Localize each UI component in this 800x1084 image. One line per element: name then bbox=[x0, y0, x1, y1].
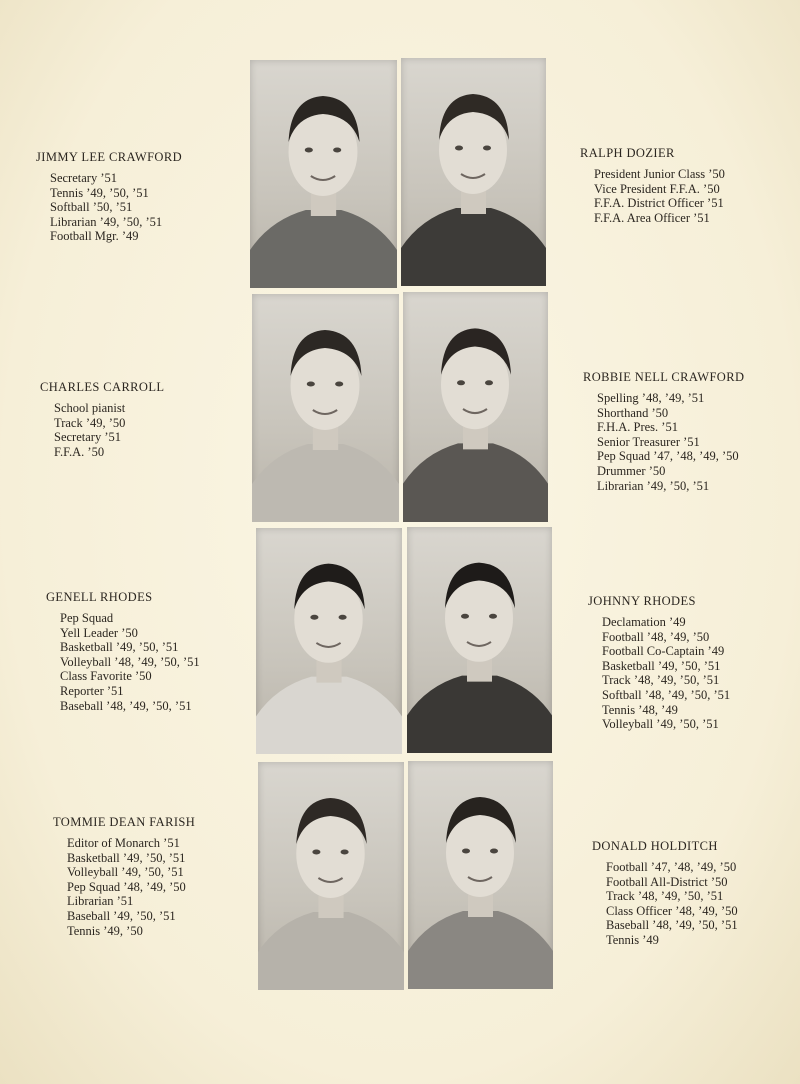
activity-list bbox=[40, 401, 164, 459]
activity-item: Tennis ’48, ’49 bbox=[602, 702, 678, 717]
activity-item: Pep Squad ’48, ’49, ’50 bbox=[67, 879, 186, 894]
portrait-photo-charles-carroll bbox=[252, 294, 399, 522]
activity-item: F.F.A. ’50 bbox=[54, 444, 105, 459]
eye-shape bbox=[483, 146, 491, 151]
activity-item: Class Favorite ’50 bbox=[60, 669, 152, 684]
shirt-shape bbox=[250, 210, 397, 288]
activity-list bbox=[583, 391, 744, 493]
activity-item: Secretary ’51 bbox=[54, 430, 121, 445]
student-robbie-nell-crawford bbox=[583, 370, 744, 493]
activity-list bbox=[53, 836, 195, 938]
activity-item: F.F.A. District Officer ’51 bbox=[594, 196, 724, 211]
activity-item: Football Co-Captain ’49 bbox=[602, 644, 725, 659]
portrait-icon bbox=[250, 60, 397, 288]
activity-item: Football All-District ’50 bbox=[606, 874, 728, 889]
activity-list bbox=[46, 611, 200, 713]
student-name: GENELL RHODES bbox=[46, 590, 153, 604]
eye-shape bbox=[457, 380, 465, 385]
shirt-shape bbox=[407, 676, 552, 753]
shirt-shape bbox=[401, 208, 546, 286]
activity-item: President Junior Class ’50 bbox=[594, 167, 725, 181]
activity-item: Pep Squad bbox=[60, 611, 114, 625]
eye-shape bbox=[462, 849, 470, 854]
activity-item: Class Officer ’48, ’49, ’50 bbox=[606, 903, 738, 918]
eye-shape bbox=[341, 850, 349, 855]
activity-item: Baseball ’49, ’50, ’51 bbox=[67, 908, 176, 923]
eye-shape bbox=[333, 148, 341, 153]
shirt-shape bbox=[403, 443, 548, 522]
activity-item: Softball ’48, ’49, ’50, ’51 bbox=[602, 687, 731, 702]
portrait-icon bbox=[407, 527, 552, 753]
activity-item: Volleyball ’49, ’50, ’51 bbox=[67, 865, 184, 880]
portrait-icon bbox=[403, 292, 548, 522]
student-name: RALPH DOZIER bbox=[580, 146, 675, 160]
activity-item: Tennis ’49, ’50, ’51 bbox=[50, 185, 149, 200]
activity-item: Drummer ’50 bbox=[597, 463, 666, 478]
activity-item: Declamation ’49 bbox=[602, 615, 686, 629]
activity-item: F.H.A. Pres. ’51 bbox=[597, 420, 678, 435]
activity-item: Track ’49, ’50 bbox=[54, 415, 126, 430]
activity-item: Tennis ’49, ’50 bbox=[67, 923, 143, 938]
eye-shape bbox=[485, 380, 493, 385]
activity-item: Pep Squad ’47, ’48, ’49, ’50 bbox=[597, 449, 739, 464]
portrait-photo-johnny-rhodes bbox=[407, 527, 552, 753]
activity-item: Spelling ’48, ’49, ’51 bbox=[597, 391, 705, 405]
portrait-icon bbox=[252, 294, 399, 522]
activity-item: Vice President F.F.A. ’50 bbox=[594, 181, 720, 196]
activity-item: Librarian ’49, ’50, ’51 bbox=[597, 478, 710, 493]
portrait-photo-ralph-dozier bbox=[401, 58, 546, 286]
portrait-photo-genell-rhodes bbox=[256, 528, 402, 754]
student-johnny-rhodes bbox=[588, 594, 730, 732]
shirt-shape bbox=[258, 912, 404, 990]
activity-item: Senior Treasurer ’51 bbox=[597, 434, 700, 449]
student-genell-rhodes bbox=[46, 590, 200, 713]
student-name: CHARLES CARROLL bbox=[40, 380, 165, 394]
shirt-shape bbox=[252, 444, 399, 522]
portrait-photo-robbie-nell-crawford bbox=[403, 292, 548, 522]
portrait-photo-tommie-dean-farish bbox=[258, 762, 404, 990]
activity-item: Volleyball ’49, ’50, ’51 bbox=[602, 717, 719, 732]
student-charles-carroll bbox=[40, 380, 164, 459]
activity-item: Basketball ’49, ’50, ’51 bbox=[60, 640, 179, 655]
portrait-icon bbox=[256, 528, 402, 754]
student-ralph-dozier bbox=[580, 146, 725, 225]
activity-list bbox=[588, 615, 730, 732]
activity-item: Librarian ’49, ’50, ’51 bbox=[50, 214, 163, 229]
student-jimmy-lee-crawford bbox=[36, 150, 182, 244]
activity-item: Basketball ’49, ’50, ’51 bbox=[67, 850, 186, 865]
activity-item: F.F.A. Area Officer ’51 bbox=[594, 210, 710, 225]
student-name: TOMMIE DEAN FARISH bbox=[53, 815, 196, 829]
activity-item: Volleyball ’48, ’49, ’50, ’51 bbox=[60, 654, 200, 669]
activity-item: Secretary ’51 bbox=[50, 171, 117, 185]
activity-list bbox=[36, 171, 182, 244]
shirt-shape bbox=[256, 677, 402, 754]
eye-shape bbox=[461, 614, 469, 619]
eye-shape bbox=[339, 615, 347, 620]
student-name: ROBBIE NELL CRAWFORD bbox=[583, 370, 745, 384]
activity-item: Baseball ’48, ’49, ’50, ’51 bbox=[60, 698, 192, 713]
portrait-icon bbox=[258, 762, 404, 990]
portrait-icon bbox=[408, 761, 553, 989]
eye-shape bbox=[455, 146, 463, 151]
portrait-photo-donald-holditch bbox=[408, 761, 553, 989]
activity-item: Track ’48, ’49, ’50, ’51 bbox=[602, 673, 720, 688]
student-name: DONALD HOLDITCH bbox=[592, 839, 718, 853]
eye-shape bbox=[310, 615, 318, 620]
student-tommie-dean-farish bbox=[53, 815, 195, 938]
activity-item: Editor of Monarch ’51 bbox=[67, 836, 180, 850]
student-name: JIMMY LEE CRAWFORD bbox=[36, 150, 183, 164]
activity-item: Yell Leader ’50 bbox=[60, 625, 138, 640]
student-name: JOHNNY RHODES bbox=[588, 594, 696, 608]
portrait-icon bbox=[401, 58, 546, 286]
activity-item: School pianist bbox=[54, 401, 126, 415]
activity-item: Reporter ’51 bbox=[60, 683, 124, 698]
eye-shape bbox=[489, 614, 497, 619]
eye-shape bbox=[490, 849, 498, 854]
activity-item: Tennis ’49 bbox=[606, 932, 659, 947]
activity-item: Football ’48, ’49, ’50 bbox=[602, 629, 710, 644]
portrait-photo-jimmy-lee-crawford bbox=[250, 60, 397, 288]
shirt-shape bbox=[408, 911, 553, 989]
activity-item: Librarian ’51 bbox=[67, 894, 134, 909]
activity-list bbox=[580, 167, 725, 225]
activity-item: Shorthand ’50 bbox=[597, 405, 669, 420]
student-donald-holditch bbox=[592, 839, 738, 948]
eye-shape bbox=[335, 382, 343, 387]
eye-shape bbox=[305, 148, 313, 153]
activity-list bbox=[592, 860, 738, 948]
eye-shape bbox=[312, 850, 320, 855]
activity-item: Baseball ’48, ’49, ’50, ’51 bbox=[606, 918, 738, 933]
activity-item: Track ’48, ’49, ’50, ’51 bbox=[606, 889, 724, 904]
activity-item: Softball ’50, ’51 bbox=[50, 200, 133, 215]
activity-item: Basketball ’49, ’50, ’51 bbox=[602, 658, 721, 673]
activity-item: Football ’47, ’48, ’49, ’50 bbox=[606, 860, 737, 874]
eye-shape bbox=[307, 382, 315, 387]
activity-item: Football Mgr. ’49 bbox=[50, 229, 139, 244]
